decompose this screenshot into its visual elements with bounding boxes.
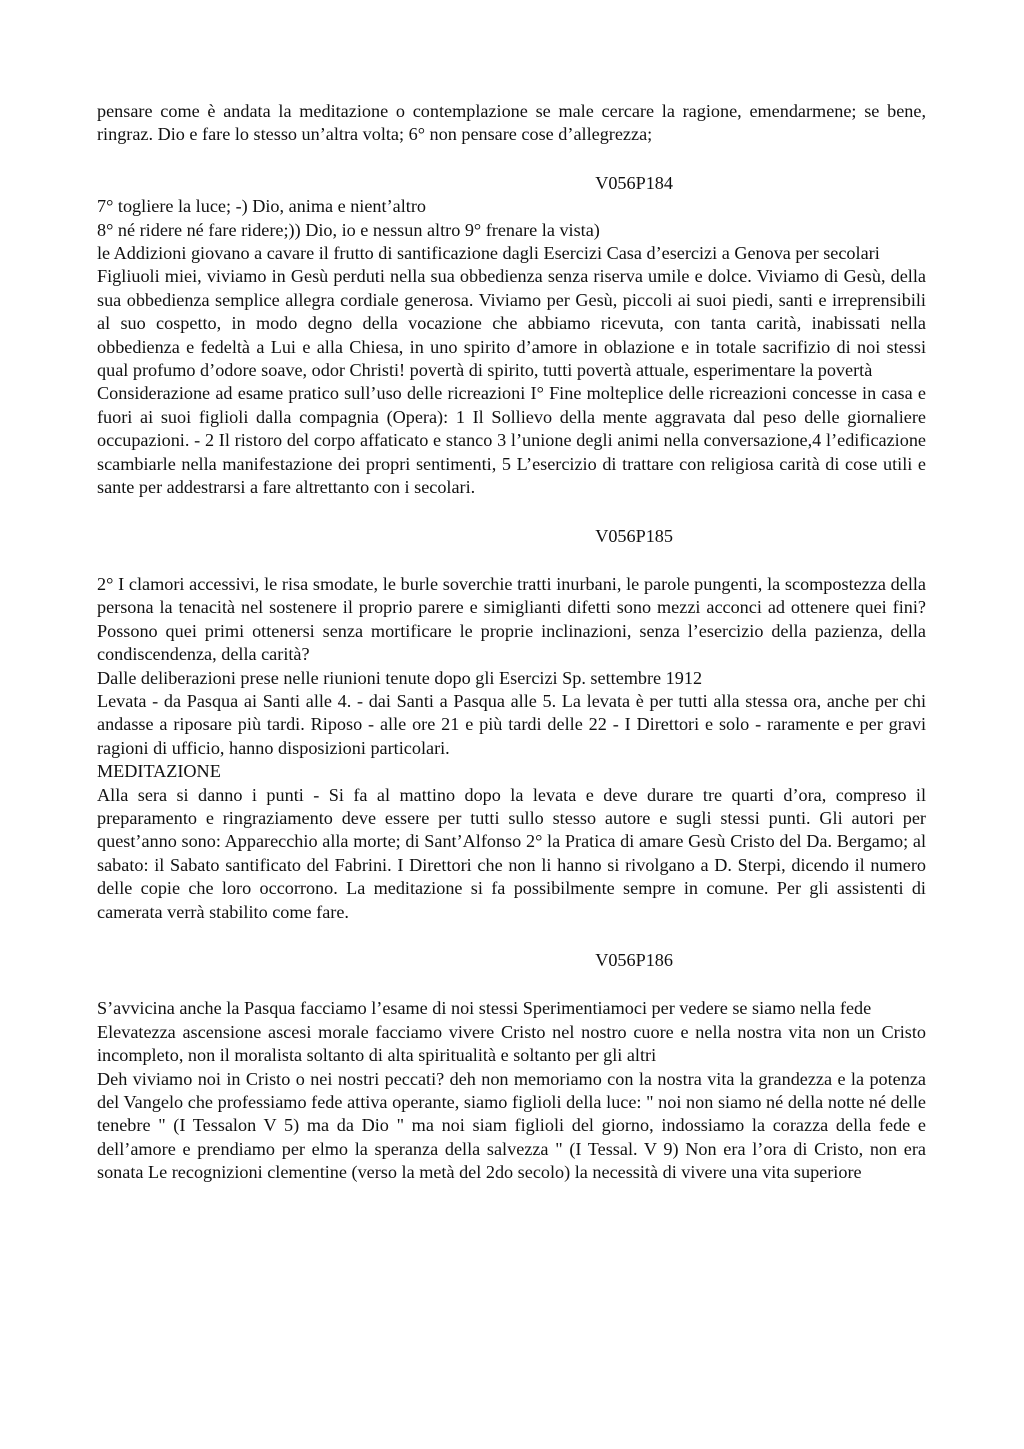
section-heading: MEDITAZIONE	[97, 761, 221, 782]
spacer	[97, 924, 926, 949]
page-reference: V056P186	[595, 950, 673, 970]
spacer	[97, 500, 926, 525]
spacer	[97, 147, 926, 172]
paragraph: 2° I clamori accessivi, le risa smodate, le burle soverchie tratti inurbani, le parole pungenti, la scompostezza della persona la tenacità nel sostenere il proprio parere e simiglianti difetti sono mezzi acconci ad ottenere quei fini? Possono quei primi ottenersi senza mortificare le proprie inclinazioni, senza l’esercizio della pazienza, della condiscendenza, della carità?	[97, 573, 926, 665]
paragraph: Alla sera si danno i punti - Si fa al mattino dopo la levata e deve durare tre quarti d’ora, compreso il preparamento e ringraziamento deve essere per tutti sullo stesso autore e sugli stessi punti. Gli autori per quest’anno sono: Apparecchio alla morte; di Sant’Alfonso 2° la Pratica di amare Gesù Cristo del Da. Bergamo; al sabato: il Sabato santificato del Fabrini. I Direttori che non li hanno si rivolgano a D. Sterpi, dicendo il numero delle copie che loro occorrono. La meditazione si fa possibilmente sempre in comune. Per gli assistenti di camerata verrà stabilito come fare.	[97, 784, 926, 922]
page-reference: V056P185	[595, 525, 673, 546]
spacer	[97, 972, 926, 997]
paragraph: S’avvicina anche la Pasqua facciamo l’esame di noi stessi Sperimentiamoci per vedere se siamo nella fede	[97, 998, 872, 1019]
paragraph: pensare come è andata la meditazione o contemplazione se male cercare la ragione, emendarmene; se bene, ringraz. Dio e fare lo stesso un’altra volta; 6° non pensare cose d’allegrezza;	[97, 101, 926, 145]
paragraph: Deh viviamo noi in Cristo o nei nostri peccati? deh non memoriamo con la nostra vita la grandezza e la potenza del Vangelo che professiamo fede attiva operante, siamo figlioli della luce: " noi non siamo né della notte né delle tenebre " (I Tessalon V 5) ma da Dio " ma noi siam figlioli del giorno, indossiamo la corazza della fede e dell’amore e prendiamo per elmo la speranza della salvezza " (I Tessal. V 9) Non era l’ora di Cristo, non era sonata Le recognizioni clementine (verso la metà del 2do secolo) la necessità di vivere una vita superiore	[97, 1068, 926, 1183]
paragraph: Levata - da Pasqua ai Santi alle 4. - dai Santi a Pasqua alle 5. La levata è per tutti alla stessa ora, anche per chi andasse a riposare più tardi. Riposo - alle ore 21 e più tardi delle 22 - I Direttori e solo - raramente e per gravi ragioni di ufficio, hanno disposizioni particolari.	[97, 690, 926, 758]
spacer	[97, 548, 926, 573]
text-line: Dalle deliberazioni prese nelle riunioni tenute dopo gli Esercizi Sp. settembre 1912	[97, 667, 703, 688]
document-page	[97, 100, 926, 1185]
page-reference: V056P184	[595, 172, 673, 193]
text-line: 8° né ridere né fare ridere;)) Dio, io e nessun altro 9° frenare la vista)	[97, 219, 600, 240]
paragraph: Elevatezza ascensione ascesi morale facciamo vivere Cristo nel nostro cuore e nella nostra vita non un Cristo incompleto, non il moralista soltanto di alta spiritualità e soltanto per gli altri	[97, 1021, 926, 1066]
paragraph: Considerazione ad esame pratico sull’uso delle ricreazioni I° Fine molteplice delle ricreazioni concesse in casa e fuori ai suoi figlioli dalla compagnia (Opera): 1 Il Sollievo della mente aggravata dal peso delle giornaliere occupazioni. - 2 Il ristoro del corpo affaticato e stanco 3 l’unione degli animi nella conversazione,4 l’edificazione scambiarle nella manifestazione dei propri sentimenti, 5 L’esercizio di trattare con religiosa carità di cose utili e sante per addestrarsi a fare altrettanto con i secolari.	[97, 383, 926, 498]
paragraph: le Addizioni giovano a cavare il frutto di santificazione dagli Esercizi Casa d’esercizi a Genova per secolari	[97, 243, 880, 264]
text-line: 7° togliere la luce; -) Dio, anima e nient’altro	[97, 196, 426, 217]
paragraph: Figliuoli miei, viviamo in Gesù perduti nella sua obbedienza senza riserva umile e dolce. Viviamo di Gesù, della sua obbedienza semplice allegra cordiale generosa. Viviamo per Gesù, piccoli ai suoi piedi, santi e irreprensibili al suo cospetto, in modo degno della vocazione che abbiamo ricevuta, con tanta carità, inabissati nella obbedienza e fedeltà a Lui e alla Chiesa, in uno spirito d’amore in oblazione e in totale sacrifizio di noi stessi qual profumo d’odore soave, odor Christi! povertà di spirito, tutti povertà attuale, esperimentare la povertà	[97, 266, 926, 381]
